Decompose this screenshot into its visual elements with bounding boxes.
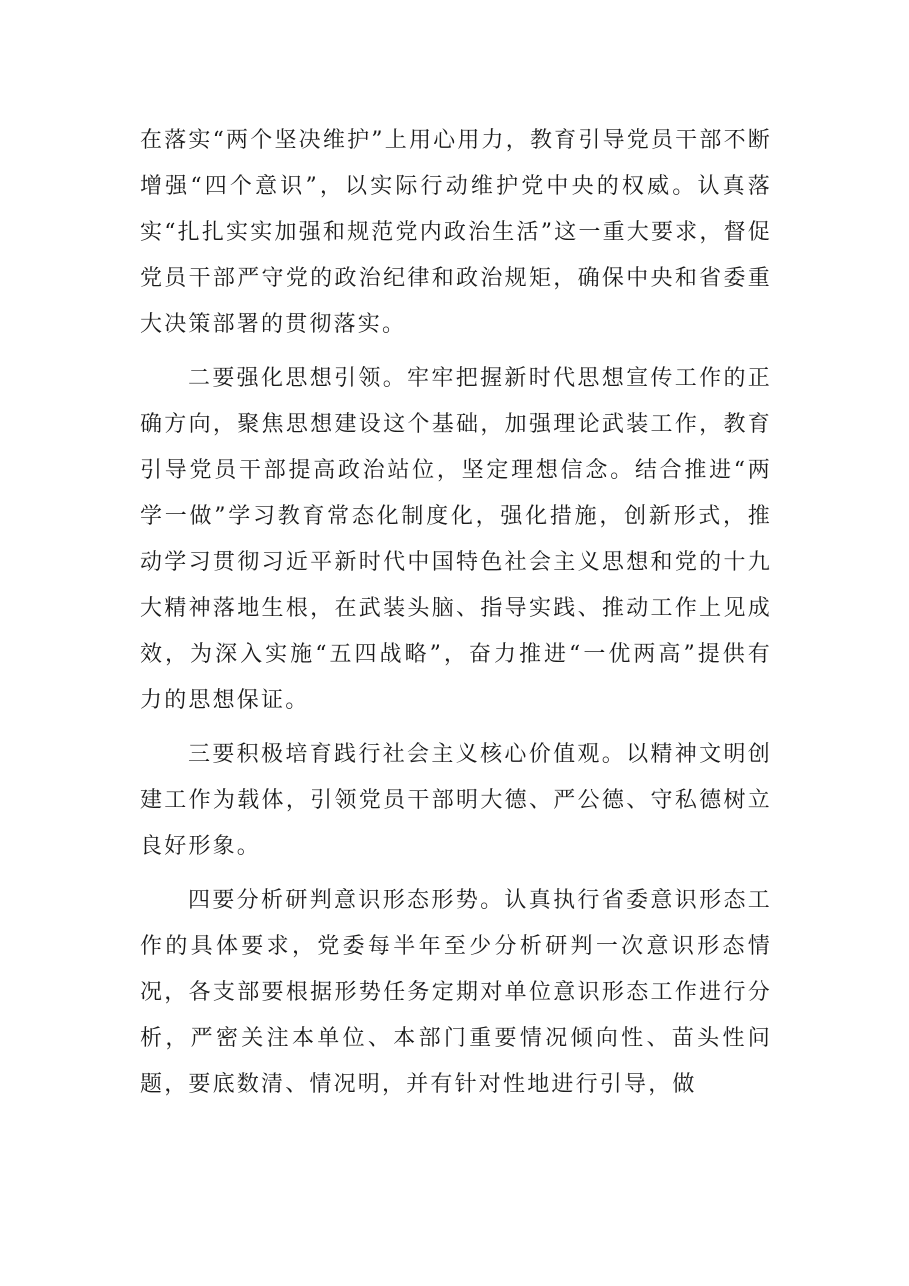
- paragraph-4: 四要分析研判意识形态形势。认真执行省委意识形态工作的具体要求，党委每半年至少分析研判一次意识形态情况，各支部要根据形势任务定期对单位意识形态工作进行分析，严密关注本单位、本部门重要情况倾向性、苗头性问题，要底数清、情况明，并有针对性地进行引导，做: [140, 888, 772, 1097]
- document-body: [140, 118, 772, 1116]
- paragraph-3: 三要积极培育践行社会主义核心价值观。以精神文明创建工作为载体，引领党员干部明大德、严公德、守私德树立良好形象。: [140, 742, 772, 859]
- paragraph-1: 在落实“两个坚决维护”上用心用力，教育引导党员干部不断增强“四个意识”，以实际行动维护党中央的权威。认真落实“扎扎实实加强和规范党内政治生活”这一重大要求，督促党员干部严守党的政治纪律和政治规矩，确保中央和省委重大决策部署的贯彻落实。: [140, 128, 772, 337]
- paragraph-2: 二要强化思想引领。牢牢把握新时代思想宣传工作的正确方向，聚焦思想建设这个基础，加强理论武装工作，教育引导党员干部提高政治站位，坚定理想信念。结合推进“两学一做”学习教育常态化制度化，强化措施，创新形式，推动学习贯彻习近平新时代中国特色社会主义思想和党的十九大精神落地生根，在武装头脑、指导实践、推动工作上见成效，为深入实施“五四战略”，奋力推进“一优两高”提供有力的思想保证。: [140, 366, 772, 713]
